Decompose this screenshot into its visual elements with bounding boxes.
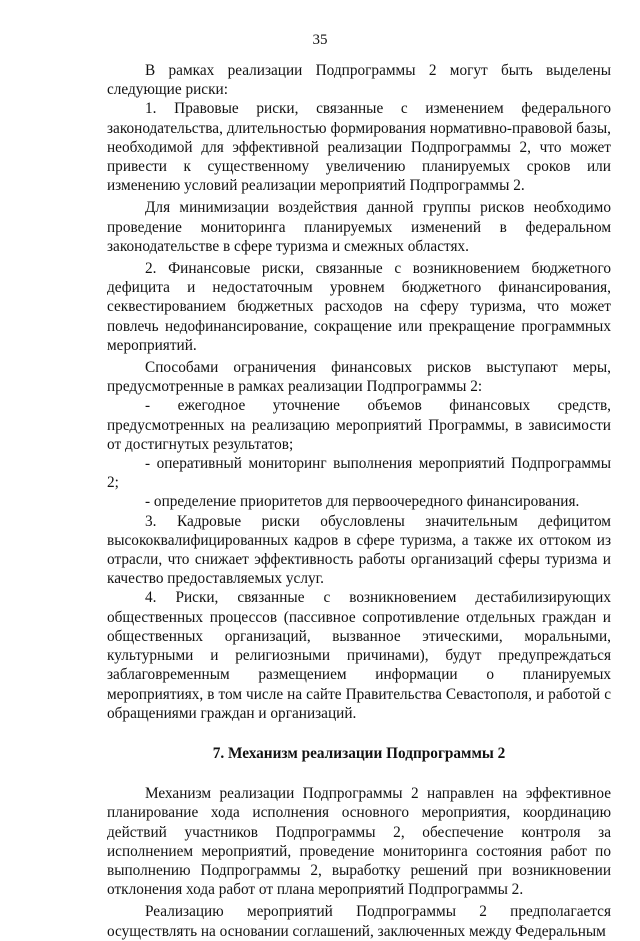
financial-risks-paragraph: 2. Финансовые риски, связанные с возникновением бюджетного дефицита и недостаточным уровнем бюджетного финансирования, секвестированием бюджетных расходов на сферу туризма, что может повлечь недофинансирование, сокращение или прекращение программных мероприятий.: [107, 260, 611, 354]
legal-risks-paragraph: 1. Правовые риски, связанные с изменением федерального законодательства, длительностью формирования нормативно-правовой базы, необходимой для эффективной реализации Подпрограммы 2, что может привести к существенному увеличению планируемых сроков или изменению условий реализации мероприятий Подпрограммы 2.: [107, 100, 611, 195]
financial-measure-item: - оперативный мониторинг выполнения мероприятий Подпрограммы 2;: [107, 455, 611, 492]
risks-intro-paragraph: В рамках реализации Подпрограммы 2 могут быть выделены следующие риски:: [107, 62, 611, 99]
page-number: 35: [312, 32, 328, 48]
financial-measure-item: - ежегодное уточнение объемов финансовых средств, предусмотренных на реализацию мероприятий Программы, в зависимости от достигнутых результатов;: [107, 397, 611, 453]
financial-measure-item: - определение приоритетов для первоочередного финансирования.: [145, 493, 580, 511]
social-risks-paragraph: 4. Риски, связанные с возникновением дестабилизирующих общественных процессов (пассивное сопротивление отдельных граждан и общественных организаций, вызванное этическими, моральными, культурными и религиозными причинами), будут предупреждаться заблаговременным размещением информации о планируемых мероприятиях, в том числе на сайте Правительства Севастополя, и работой с обращениями граждан и организаций.: [107, 589, 611, 722]
personnel-risks-paragraph: 3. Кадровые риски обусловлены значительным дефицитом высококвалифицированных кадров в сфере туризма, а также их оттоком из отрасли, что снижает эффективность работы организаций сферы туризма и качество предоставляемых услуг.: [107, 512, 611, 588]
mechanism-paragraph: Механизм реализации Подпрограммы 2 направлен на эффективное планирование хода исполнения основного мероприятия, координацию действий участников Подпрограммы 2, обеспечение контроля за исполнением мероприятий, проведение мониторинга состояния работ по выполнению Подпрограммы 2, выработку решений при возникновении отклонения хода работ от плана мероприятий Подпрограммы 2.: [107, 785, 611, 899]
document-body: [107, 61, 611, 941]
section-heading: 7. Механизм реализации Подпрограммы 2: [212, 744, 506, 762]
implementation-paragraph: Реализацию мероприятий Подпрограммы 2 предполагается осуществлять на основании соглашений, заключенных между Федеральным: [107, 903, 611, 940]
financial-measures-intro-paragraph: Способами ограничения финансовых рисков выступают меры, предусмотренные в рамках реализации Подпрограммы 2:: [107, 359, 611, 396]
legal-risks-mitigation-paragraph: Для минимизации воздействия данной группы рисков необходимо проведение мониторинга планируемых изменений в федеральном законодательстве в сфере туризма и смежных областях.: [107, 199, 611, 255]
